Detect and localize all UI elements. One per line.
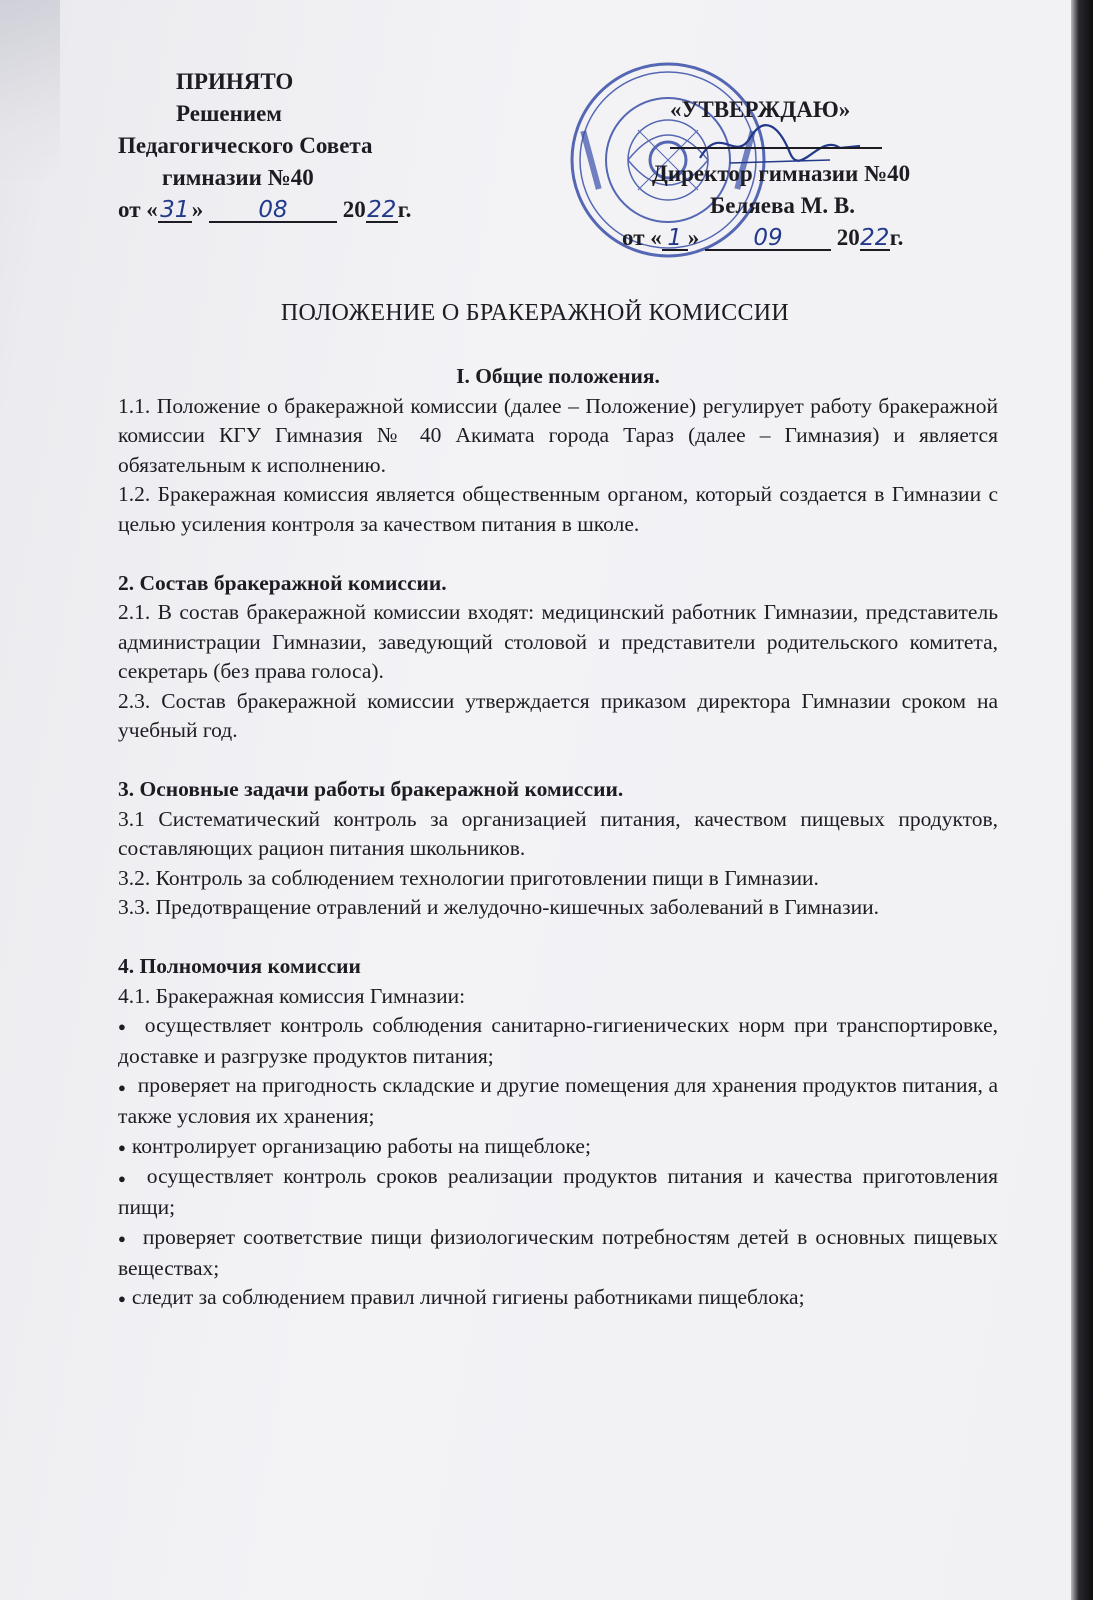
list-item: ● следит за соблюдением правил личной гигиены работниками пищеблока; <box>118 1283 998 1314</box>
director-name: Беляева М. В. <box>710 193 855 218</box>
accepted-month: 08 <box>209 199 337 223</box>
list-item: ● контролирует организацию работы на пищеблоке; <box>118 1132 998 1163</box>
list-item: ● проверяет соответствие пищи физиологическим потребностям детей в основных пищевых веществах; <box>118 1223 998 1283</box>
accepted-date: от « 31 » 08 2022г. <box>118 197 412 223</box>
binder-edge <box>1071 0 1093 1600</box>
section2-heading: 2. Состав бракеражной комиссии. <box>118 570 447 595</box>
document-title: ПОЛОЖЕНИЕ О БРАКЕРАЖНОЙ КОМИССИИ <box>280 300 790 326</box>
director-label: Директор гимназии №40 <box>652 161 911 186</box>
signature-line <box>622 126 910 158</box>
approve-label: «УТВЕРЖДАЮ» <box>670 97 851 122</box>
decision-label: Решением <box>176 101 282 126</box>
list-item: ● осуществляет контроль сроков реализации продуктов питания и качества приготовления пищи; <box>118 1162 998 1222</box>
accepted-day: 31 <box>158 199 192 223</box>
document-body <box>118 362 998 1314</box>
section4-intro: 4.1. Бракеражная комиссия Гимназии: <box>118 983 466 1008</box>
section3-p3: 3.3. Предотвращение отравлений и желудочно-кишечных заболеваний в Гимназии. <box>118 895 879 919</box>
accepted-label: ПРИНЯТО <box>176 69 294 94</box>
section2-p2: 2.3. Состав бракеражной комиссии утверждается приказом директора Гимназии сроком на учебный год. <box>118 688 998 742</box>
list-item: ● осуществляет контроль соблюдения санитарно-гигиенических норм при транспортировке, доставке и разгрузке продуктов питания; <box>118 1011 998 1071</box>
approval-year: 22 <box>860 225 890 251</box>
list-item: ● проверяет на пригодность складские и другие помещения для хранения продуктов питания, а также условия их хранения; <box>118 1071 998 1131</box>
section3-p1: 3.1 Систематический контроль за организацией питания, качеством пищевых продуктов, составляющих рацион питания школьников. <box>118 806 998 860</box>
accepted-block <box>118 66 411 226</box>
section3-p2: 3.2. Контроль за соблюдением технологии приготовлении пищи в Гимназии. <box>118 865 819 890</box>
gymnasium-label: гимназии №40 <box>162 165 314 190</box>
section2-p1: 2.1. В состав бракеражной комиссии входят: медицинский работник Гимназии, представитель администрации Гимназии, заведующий столовой и представители родительского комитета, секретарь (без права голоса). <box>118 600 998 683</box>
approval-date: от « 1 » 09 2022г. <box>622 225 904 251</box>
approval-day: 1 <box>662 227 688 251</box>
section3-heading: 3. Основные задачи работы бракеражной комиссии. <box>118 777 624 801</box>
approval-block <box>622 94 910 254</box>
section1-heading: I. Общие положения. <box>456 364 660 388</box>
section1-p1: 1.1. Положение о бракеражной комиссии (далее – Положение) регулирует работу бракеражной комиссии КГУ Гимназия № 40 Акимата города Тараз (далее – Гимназия) и является обязательным к исполнению. <box>118 393 998 477</box>
accepted-year: 22 <box>367 197 397 223</box>
section1-p2: 1.2. Бракеражная комиссия является общественным органом, который создается в Гимназии с целью усиления контроля за качеством питания в школе. <box>118 482 998 536</box>
section4-heading: 4. Полномочия комиссии <box>118 954 361 978</box>
council-label: Педагогического Совета <box>118 133 373 158</box>
approval-month: 09 <box>705 227 831 251</box>
